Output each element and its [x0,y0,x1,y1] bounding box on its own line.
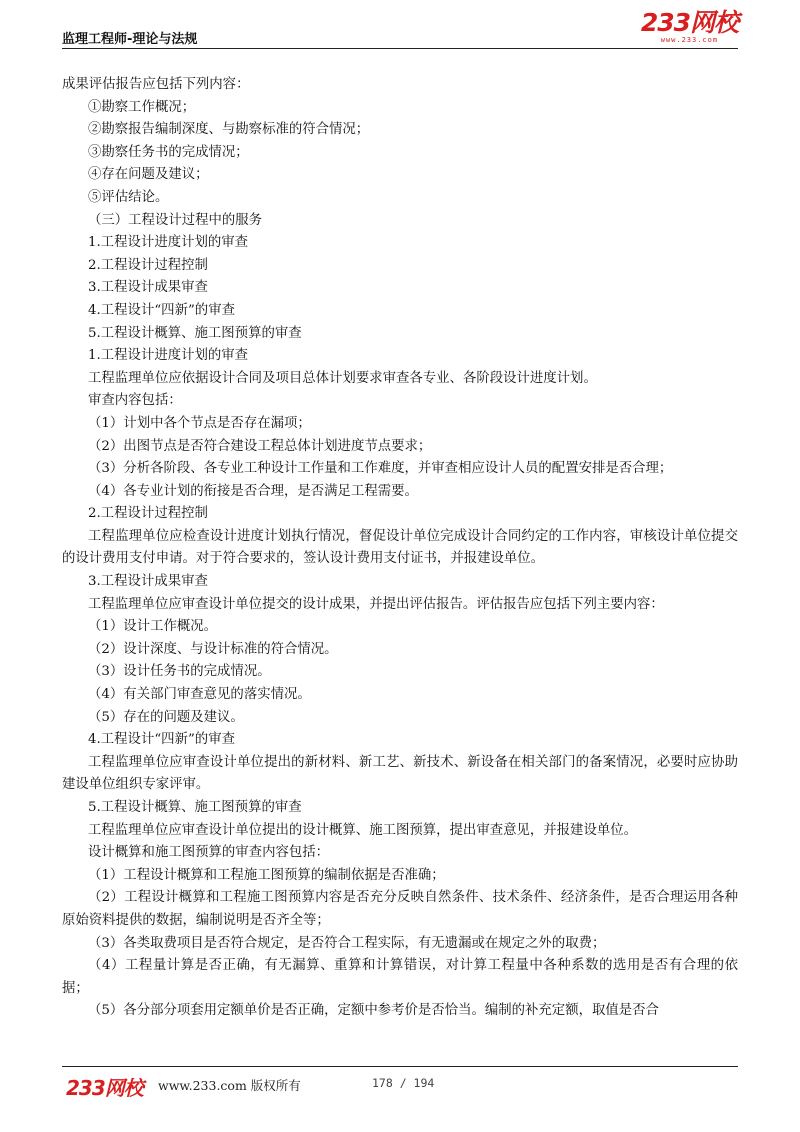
paragraph: （1）计划中各个节点是否存在漏项； [88,415,311,431]
paragraph: 4.工程设计“四新”的审查 [88,302,235,318]
paragraph: 成果评估报告应包括下列内容： [62,77,250,92]
paragraph: 5.工程设计概算、施工图预算的审查 [88,325,302,341]
logo-text: 233网校 [640,8,738,37]
paragraph: ①勘察工作概况； [88,99,196,115]
paragraph: 4.工程设计“四新”的审查 [88,732,235,748]
paragraph: ④存在问题及建议； [88,167,209,183]
footer-logo: 233网校 [66,1076,143,1100]
document-body [62,74,738,1023]
paragraph: ②勘察报告编制深度、与勘察标准的符合情况； [88,122,370,138]
paragraph: 工程监理单位应审查设计单位提出的设计概算、施工图预算，提出审查意见，并报建设单位。 [88,822,638,838]
paragraph: （5）存在的问题及建议。 [88,709,244,725]
paragraph: 2.工程设计过程控制 [88,257,208,273]
header-divider [62,48,738,49]
paragraph: （2）工程设计概算和工程施工图预算内容是否充分反映自然条件、技术条件、经济条件，是否合理运用各种原始资料提供的数据，编制说明是否齐全等； [62,890,738,928]
paragraph: 3.工程设计成果审查 [88,280,208,296]
paragraph: 1.工程设计进度计划的审查 [88,235,249,251]
page-header [62,0,738,50]
paragraph: （1）工程设计概算和工程施工图预算的编制依据是否准确； [88,867,445,883]
paragraph: （3）设计任务书的完成情况。 [88,664,271,680]
paragraph: 设计概算和施工图预算的审查内容包括： [88,845,330,861]
document-title: 监理工程师-理论与法规 [62,32,198,47]
paragraph: 工程监理单位应审查设计单位提出的新材料、新工艺、新技术、新设备在相关部门的备案情况，必要时应协助建设单位组织专家评审。 [62,754,738,793]
paragraph: （2）设计深度、与设计标准的符合情况。 [88,641,338,657]
page-footer [62,1066,738,1106]
paragraph: ⑤评估结论。 [88,189,169,205]
paragraph: 1.工程设计进度计划的审查 [88,348,249,364]
paragraph: （3）各类取费项目是否符合规定，是否符合工程实际，有无遗漏或在规定之外的取费； [88,935,606,951]
paragraph: 工程监理单位应依据设计合同及项目总体计划要求审查各专业、各阶段设计进度计划。 [88,370,597,386]
page-number: 178 / 194 [372,1076,435,1090]
paragraph: ③勘察任务书的完成情况； [88,144,249,160]
footer-divider [62,1066,738,1067]
paragraph: （4）工程量计算是否正确，有无漏算、重算和计算错误，对计算工程量中各种系数的选用是否有合理的依据； [62,958,738,996]
paragraph: （4）各专业计划的衔接是否合理，是否满足工程需要。 [88,483,418,499]
paragraph: 审查内容包括： [88,393,182,409]
paragraph: 工程监理单位应审查设计单位提交的设计成果，并提出评估报告。评估报告应包括下列主要内容： [88,596,664,612]
paragraph: 2.工程设计过程控制 [88,506,208,522]
paragraph: （3）分析各阶段、各专业工种设计工作量和工作难度，并审查相应设计人员的配置安排是否合理； [88,461,673,477]
paragraph: （2）出图节点是否符合建设工程总体计划进度节点要求； [88,438,432,454]
copyright-text: www.233.com 版权所有 [158,1078,301,1093]
brand-logo [641,10,738,44]
paragraph: （5）各分部分项套用定额单价是否正确，定额中参考价是否恰当。编制的补充定额，取值是否合 [88,1003,659,1019]
paragraph: （1）设计工作概况。 [88,619,218,635]
paragraph: 5.工程设计概算、施工图预算的审查 [88,800,302,815]
paragraph: 工程监理单位应检查设计进度计划执行情况，督促设计单位完成设计合同约定的工作内容，审核设计单位提交的设计费用支付申请。对于符合要求的，签认设计费用支付证书，并报建设单位。 [62,528,738,567]
logo-url: www.233.com [660,36,719,44]
paragraph: 3.工程设计成果审查 [88,574,208,590]
paragraph: （4）有关部门审查意见的落实情况。 [88,687,311,703]
paragraph: （三）工程设计过程中的服务 [88,212,263,228]
